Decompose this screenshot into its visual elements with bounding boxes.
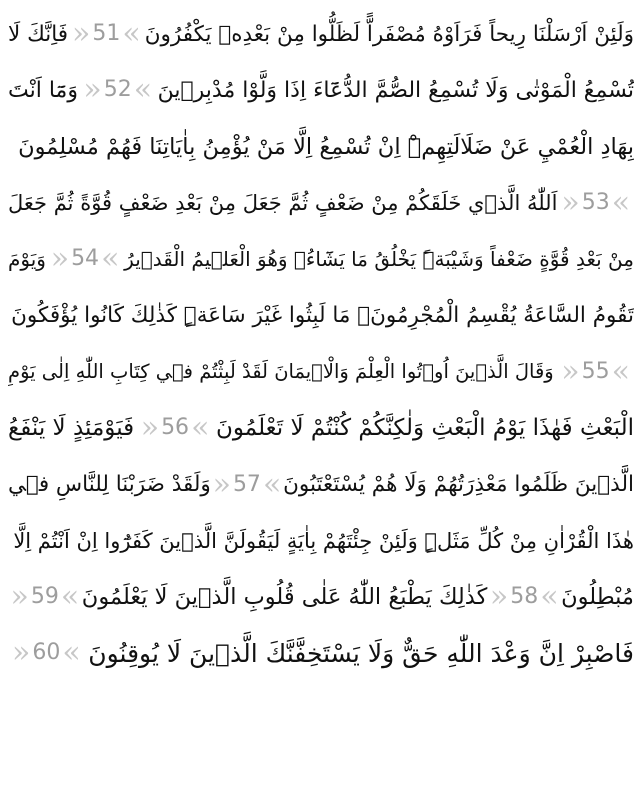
ayah-number-marker [83, 70, 152, 110]
ayah-number-marker [12, 633, 81, 673]
ornament-left-icon: « [122, 16, 141, 52]
ayah-number: 55 [581, 358, 610, 384]
verse-text: وَمَٓا اَنْتَ [8, 77, 78, 103]
verse-text: اَللّٰهُ الَّذ۪ي خَلَقَكُمْ مِنْ ضَعْفٍ ثُمَّ جَعَلَ مِنْ بَعْدِ ضَعْفٍ قُوَّةً ثُمَّ جَعَلَ [8, 191, 558, 216]
verse-text: بِهَادِ الْعُمْيِ عَنْ ضَلَالَتِهِمْۜ اِنْ تُسْمِعُ اِلَّا مَنْ يُؤْمِنُ بِاٰيَاتِنَا فَهُمْ مُسْلِمُونَ [18, 133, 634, 160]
ayah-number: 58 [510, 584, 539, 610]
verse-text: كَذٰلِكَ يَطْبَعُ اللّٰهُ عَلٰى قُلُوبِ الَّذ۪ينَ لَا يَعْلَمُونَ [81, 584, 488, 611]
ayah-number-marker [212, 465, 282, 505]
ornament-left-icon: « [191, 410, 210, 446]
ayah-number: 59 [30, 584, 59, 610]
ornament-right-icon: » [561, 185, 580, 221]
ayah-number-marker [51, 239, 120, 279]
text-line [8, 287, 634, 343]
verse-text: فَيَوْمَئِذٍ لَا يَنْفَعُ [8, 415, 135, 442]
ornament-right-icon: » [83, 72, 102, 108]
text-line [8, 400, 634, 456]
ayah-number: 56 [161, 415, 190, 441]
ornament-right-icon: » [212, 466, 231, 502]
ornament-left-icon: « [60, 579, 80, 615]
text-line [8, 513, 634, 569]
verse-text: وَلَئِنْ اَرْسَلْنَا رِيحاً فَرَاَوْهُ مُصْفَراًّ لَظَلُّوا مِنْ بَعْدِه۪ يَكْفُرُونَ [144, 21, 634, 47]
ayah-number-marker [72, 14, 141, 54]
ayah-number-marker [141, 408, 210, 448]
text-line [8, 569, 634, 625]
ornament-left-icon: « [540, 579, 559, 615]
ornament-left-icon: « [262, 466, 282, 502]
ornament-right-icon: » [489, 579, 509, 615]
verse-text: وَيَوْمَ [8, 247, 46, 272]
ayah-number-marker [491, 577, 557, 617]
ornament-right-icon: » [10, 579, 29, 615]
ayah-number: 60 [32, 640, 61, 666]
ayah-number: 51 [92, 21, 121, 47]
verse-text: وَقَالَ الَّذ۪ينَ اُو۫تُوا الْعِلْمَ وَالْا۪يمَانَ لَقَدْ لَبِثْتُمْ ف۪ي كِتَابِ اللّٰهِ اِلٰى يَوْمِ [8, 360, 554, 384]
verse-text: الَّذ۪ينَ ظَلَمُوا مَعْذِرَتُهُمْ وَلَا هُمْ يُسْتَعْتَبُونَ [283, 472, 634, 498]
ayah-number: 53 [581, 190, 610, 216]
text-line [8, 231, 634, 287]
ornament-right-icon: » [561, 353, 580, 389]
text-line [8, 119, 634, 175]
ornament-left-icon: « [611, 353, 630, 389]
ornament-left-icon: « [62, 635, 81, 671]
verse-text: مِنْ بَعْدِ قُوَّةٍ ضَعْفاً وَشَيْبَةًۜ يَخْلُقُ مَا يَشَٓاءُۚ وَهُوَ الْعَل۪يمُ الْقَد۪يرُ [124, 247, 634, 272]
ornament-left-icon: « [101, 241, 120, 277]
verse-text: الْبَعْثِ فَهٰذَا يَوْمُ الْبَعْثِ وَلٰكِنَّكُمْ كُنْتُمْ لَا تَعْلَمُونَ [216, 415, 634, 442]
ornament-right-icon: » [12, 635, 31, 671]
verse-text: تُسْمِعُ الْمَوْتٰى وَلَا تُسْمِعُ الصُّمَّ الدُّعَٓاءَ اِذَا وَلَّوْا مُدْبِر۪ينَ [157, 77, 634, 103]
ornament-left-icon: « [611, 185, 631, 221]
verse-text: فَاصْبِرْ اِنَّ وَعْدَ اللّٰهِ حَقٌّ وَلَا يَسْتَخِفَّنَّكَ الَّذ۪ينَ لَا يُوقِنُونَ [88, 638, 634, 668]
text-line [8, 456, 634, 512]
ornament-right-icon: » [72, 16, 91, 52]
verse-text: وَلَقَدْ ضَرَبْنَا لِلنَّاسِ ف۪ي [8, 472, 211, 498]
verse-text: هٰذَا الْقُرْاٰنِ مِنْ كُلِّ مَثَلٍۜ وَلَئِنْ جِئْتَهُمْ بِاٰيَةٍ لَيَقُولَنَّ الَّذ۪ينَ كَفَرُٓوا اِنْ اَنْتُمْ اِلَّا [13, 528, 634, 553]
text-line [8, 175, 634, 231]
verse-text: تَقُومُ السَّاعَةُ يُقْسِمُ الْمُجْرِمُونَۙ مَا لَبِثُوا غَيْرَ سَاعَةٍۜ كَذٰلِكَ كَانُوا يُؤْفَكُونَ [11, 303, 634, 329]
verse-text: فَاِنَّكَ لَا [8, 21, 69, 47]
ayah-number-marker [12, 577, 78, 617]
ayah-number: 54 [71, 246, 100, 272]
ayah-number-marker [561, 183, 630, 223]
ornament-right-icon: » [50, 241, 70, 277]
text-line [8, 344, 634, 400]
text-line [8, 62, 634, 118]
ayah-number: 57 [232, 471, 261, 497]
verse-text: مُبْطِلُونَ [561, 584, 634, 611]
text-line [8, 625, 634, 681]
ayah-number: 52 [103, 77, 132, 103]
text-line [8, 6, 634, 62]
ornament-left-icon: « [133, 72, 153, 108]
ornament-right-icon: » [140, 410, 160, 446]
ayah-number-marker [561, 352, 630, 392]
